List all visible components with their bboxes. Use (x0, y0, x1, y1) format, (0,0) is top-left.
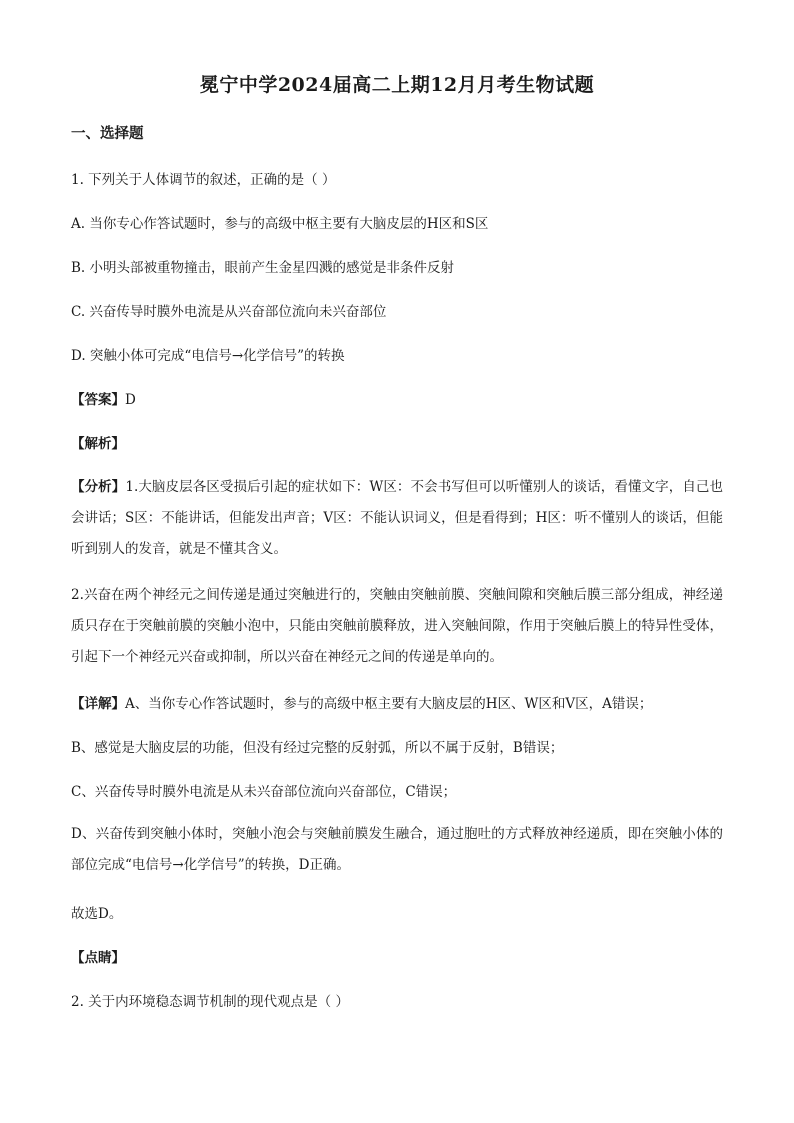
detail-line-b: B、感觉是大脑皮层的功能，但没有经过完整的反射弧，所以不属于反射，B错误； (71, 740, 564, 756)
answer-value: D (125, 392, 136, 408)
question-2-stem: 2. 关于内环境稳态调节机制的现代观点是（ ） (71, 994, 349, 1010)
fenxi-tag: 【分析】 (71, 479, 126, 495)
option-c: C. 兴奋传导时膜外电流是从兴奋部位流向未兴奋部位 (71, 304, 387, 320)
analysis-paragraph-2: 2.兴奋在两个神经元之间传递是通过突触进行的，突触由突触前膜、突触间隙和突触后膜三部分组成，神经递质只存在于突触前膜的突触小泡中，只能由突触前膜释放，进入突触间隙，作用于突触后膜上的特异性受体，引起下一个神经元兴奋或抑制，所以兴奋在神经元之间的传递是单向的。 (71, 587, 723, 665)
xiangjie-tag: 【详解】 (71, 696, 125, 712)
option-a: A. 当你专心作答试题时，参与的高级中枢主要有大脑皮层的H区和S区 (71, 216, 489, 232)
detail-paragraph-d: D、兴奋传到突触小体时，突触小泡会与突触前膜发生融合，通过胞吐的方式释放神经递质，即在突触小体的部位完成“电信号→化学信号”的转换，D正确。 (71, 826, 723, 873)
detail-line-a (71, 692, 723, 712)
answer-tag: 【答案】 (71, 392, 125, 408)
analysis-heading (71, 432, 723, 452)
detail-line-c: C、兴奋传导时膜外电流是从未兴奋部位流向兴奋部位，C错误； (71, 784, 457, 800)
section-heading: 一、选择题 (71, 125, 144, 142)
dianjing-heading (71, 946, 723, 966)
answer-line (71, 388, 723, 408)
fenxi-text: 1.大脑皮层各区受损后引起的症状如下：W区：不会书写但可以听懂别人的谈话，看懂文字，自己也会讲话；S区：不能讲话，但能发出声音；V区：不能认识词义，但是看得到；H区：听不懂别人的谈话，但能听到别人的发音，就是不懂其含义。 (71, 479, 724, 557)
dianjing-tag: 【点睛】 (71, 950, 125, 966)
option-b: B. 小明头部被重物撞击，眼前产生金星四溅的感觉是非条件反射 (71, 260, 455, 276)
analysis-paragraph-1 (71, 472, 723, 565)
detail-a-text: A、当你专心作答试题时，参与的高级中枢主要有大脑皮层的H区、W区和V区，A错误； (125, 696, 653, 712)
page-title: 冕宁中学2024届高二上期12月月考生物试题 (199, 74, 595, 96)
analysis-tag: 【解析】 (71, 436, 125, 452)
option-d: D. 突触小体可完成“电信号→化学信号”的转换 (71, 348, 345, 364)
question-1-stem: 1. 下列关于人体调节的叙述，正确的是（ ） (71, 172, 336, 188)
conclusion-line: 故选D。 (71, 906, 123, 922)
